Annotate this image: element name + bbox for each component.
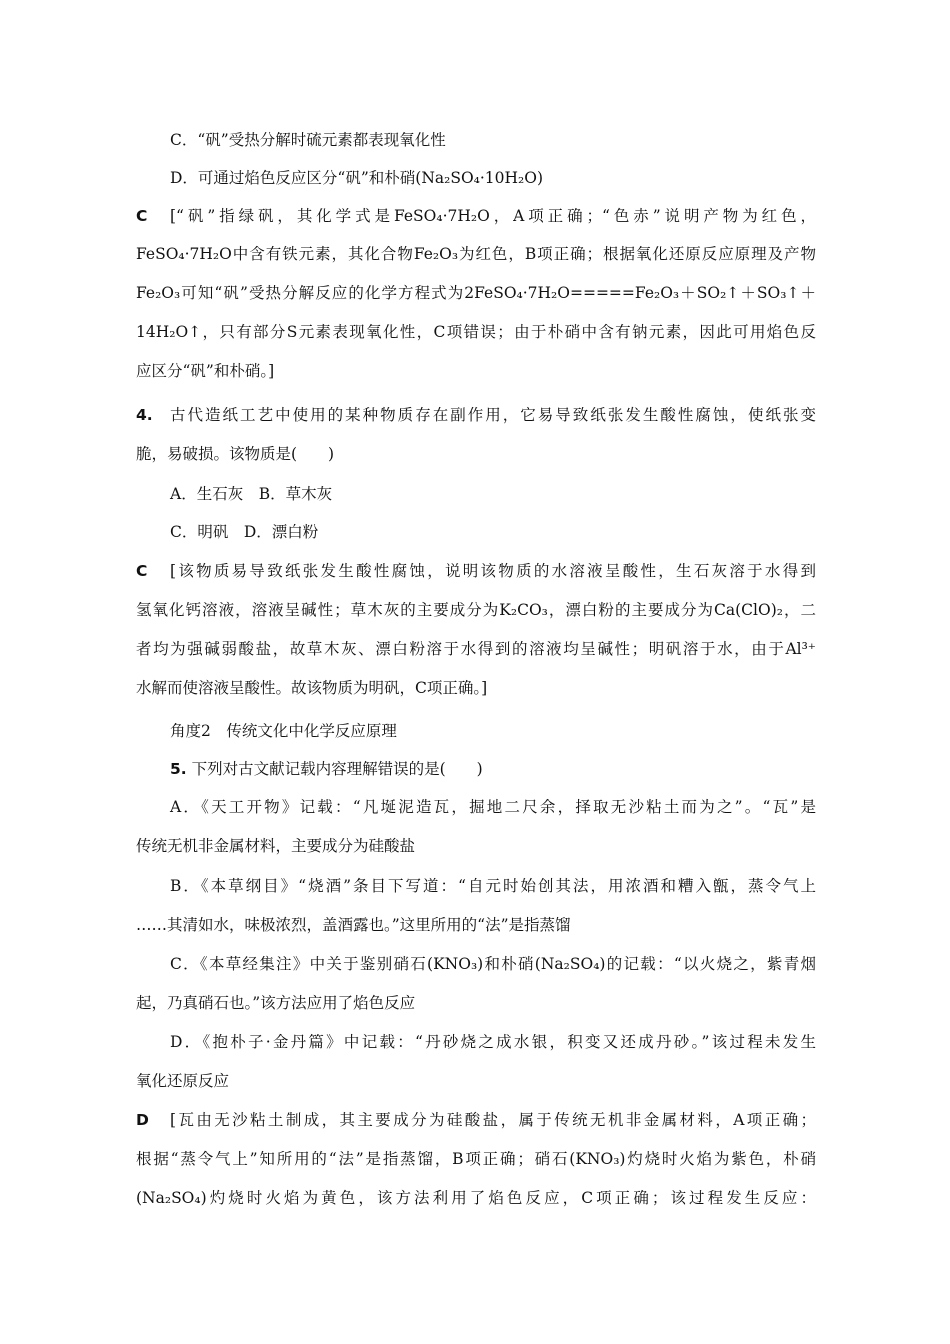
option-b-line-1: B．《本草纲目》“烧酒”条目下写道：“自元时始创其法，用浓酒和糟入甑，蒸令气上 xyxy=(170,877,816,895)
option-a-line-2: 传统无机非金属材料，主要成分为硅酸盐 xyxy=(136,837,416,855)
question-4-line-1 xyxy=(136,405,816,425)
option-b-line-2: ……其清如水，味极浓烈，盖酒露也。”这里所用的“法”是指蒸馏 xyxy=(136,916,571,934)
answer-label: C xyxy=(136,562,148,580)
question-text: 下列对古文献记载内容理解错误的是( ) xyxy=(191,760,483,778)
question-5 xyxy=(170,759,483,779)
answer-4-line-4: 水解而使溶液呈酸性。故该物质为明矾，C项正确。] xyxy=(136,679,488,697)
option-d-line-2: 氧化还原反应 xyxy=(136,1072,230,1090)
answer-4-line-2: 氢氧化钙溶液，溶液呈碱性；草木灰的主要成分为K₂CO₃，漂白粉的主要成分为Ca(ClO)₂，二 xyxy=(136,601,816,619)
answer-text: [“矾”指绿矾，其化学式是FeSO₄·7H₂O，A项正确；“色赤”说明产物为红色， xyxy=(170,207,816,225)
question-4-line-2: 脆，易破损。该物质是( ) xyxy=(136,445,335,463)
answer-text: [该物质易导致纸张发生酸性腐蚀，说明该物质的水溶液呈酸性，生石灰溶于水得到 xyxy=(170,562,816,580)
answer-3-line-3: Fe₂O₃可知“矾”受热分解反应的化学方程式为2FeSO₄·7H₂O=====Fe₂O₃＋SO₂↑＋SO₃↑＋ xyxy=(136,284,816,302)
answer-label: C xyxy=(136,207,148,225)
section-heading: 角度2 传统文化中化学反应原理 xyxy=(170,722,397,740)
answer-3-line-2: FeSO₄·7H₂O中含有铁元素，其化合物Fe₂O₃为红色，B项正确；根据氧化还原反应原理及产物 xyxy=(136,245,816,263)
answer-text: [瓦由无沙粘土制成，其主要成分为硅酸盐，属于传统无机非金属材料，A项正确； xyxy=(170,1111,816,1129)
question-number: 4. xyxy=(136,406,153,424)
answer-5-line-3: (Na₂SO₄)灼烧时火焰为黄色，该方法利用了焰色反应，C项正确；该过程发生反应： xyxy=(136,1189,816,1207)
option-d-line-1: D．《抱朴子·金丹篇》中记载：“丹砂烧之成水银，积变又还成丹砂。”该过程未发生 xyxy=(170,1033,816,1051)
answer-5-line-1 xyxy=(136,1110,816,1130)
answer-label: D xyxy=(136,1111,149,1129)
option-d: D．可通过焰色反应区分“矾”和朴硝(Na₂SO₄·10H₂O) xyxy=(170,169,544,187)
option-c: C．“矾”受热分解时硫元素都表现氧化性 xyxy=(170,131,446,149)
question-text: 古代造纸工艺中使用的某种物质存在副作用，它易导致纸张发生酸性腐蚀，使纸张变 xyxy=(170,406,816,424)
question-number: 5. xyxy=(170,760,187,778)
answer-4-line-1 xyxy=(136,561,816,581)
option-a-line-1: A．《天工开物》记载：“凡埏泥造瓦，掘地二尺余，择取无沙粘土而为之”。“瓦”是 xyxy=(170,798,816,816)
option-c-line-1: C．《本草经集注》中关于鉴别硝石(KNO₃)和朴硝(Na₂SO₄)的记载：“以火烧之，紫青烟 xyxy=(170,955,816,973)
answer-5-line-2: 根据“蒸令气上”知所用的“法”是指蒸馏，B项正确；硝石(KNO₃)灼烧时火焰为紫色，朴硝 xyxy=(136,1150,816,1168)
answer-4-line-3: 者均为强碱弱酸盐，故草木灰、漂白粉溶于水得到的溶液均呈碱性；明矾溶于水，由于Al³⁺ xyxy=(136,640,816,658)
answer-3-line-1 xyxy=(136,206,816,226)
answer-3-line-5: 应区分“矾”和朴硝。] xyxy=(136,362,275,380)
options-cd: C．明矾 D．漂白粉 xyxy=(170,523,319,541)
options-ab: A．生石灰 B．草木灰 xyxy=(170,485,333,503)
answer-3-line-4: 14H₂O↑，只有部分S元素表现氧化性，C项错误；由于朴硝中含有钠元素，因此可用焰色反 xyxy=(136,323,816,341)
option-c-line-2: 起，乃真硝石也。”该方法应用了焰色反应 xyxy=(136,994,416,1012)
